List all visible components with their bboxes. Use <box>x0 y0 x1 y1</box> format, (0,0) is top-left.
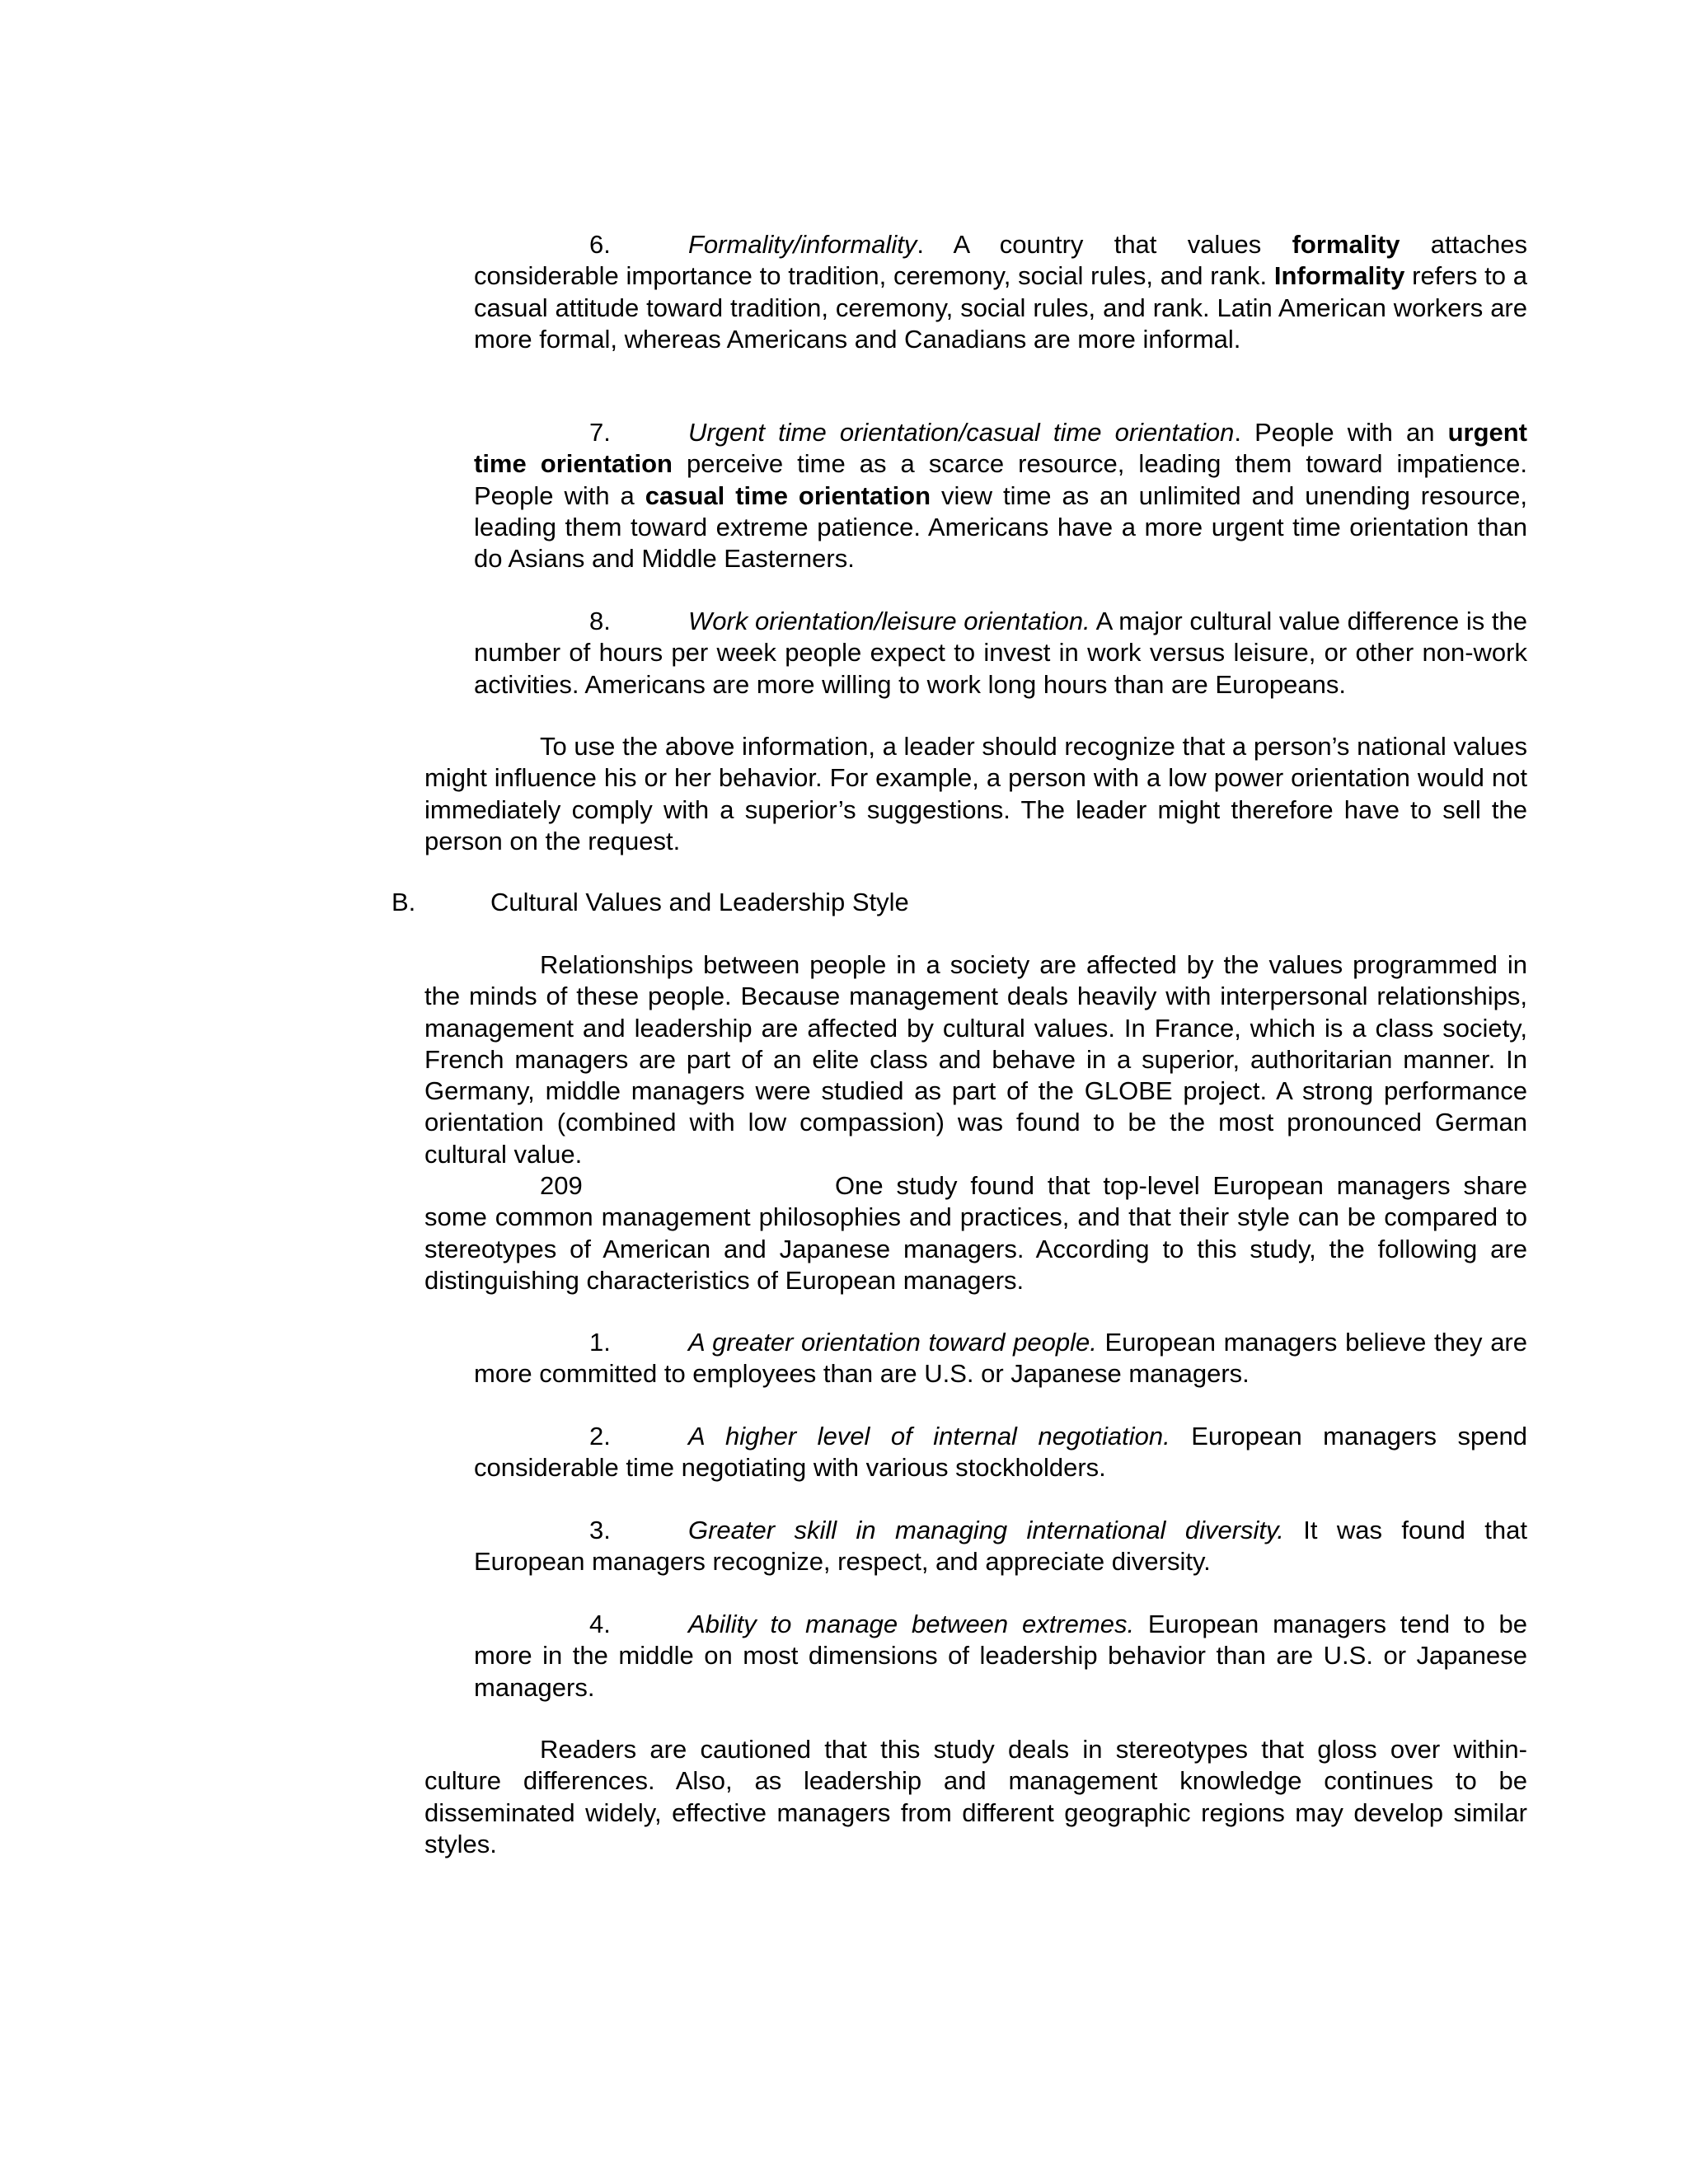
item-term: Urgent time orientation/casual time orientation <box>688 418 1235 447</box>
paragraph-use-information: To use the above information, a leader should recognize that a person’s national values might influence his or her behavior. For example, a person with a low power orientation would not immediately comply with a superior’s suggestions. The leader might therefore have to sell the person on the request. <box>424 732 1527 855</box>
item-term: Greater skill in managing international diversity. <box>688 1516 1284 1544</box>
section-title: Cultural Values and Leadership Style <box>490 888 909 916</box>
list-item-work-orientation: 8. Work orientation/leisure orientation. A major cultural value difference is the number of hours per week people expect to invest in work versus leisure, or other non-work activities. Americans are more willing to work long hours than are Europeans. <box>474 607 1527 699</box>
item-term: Work orientation/leisure orientation. <box>688 607 1090 635</box>
paragraph-relationships: Relationships between people in a society are affected by the values programmed in the minds of these people. Because management deals heavily with interpersonal relationships, management and leadership are affected by cultural values. In France, which is a class society, French managers are part of an elite class and behave in a superior, authoritarian manner. In Germany, middle managers were studied as part of the GLOBE project. A strong performance orientation (combined with low compassion) was found to be the most pronounced German cultural value. <box>424 950 1527 1169</box>
item-term: A higher level of internal negotiation. <box>688 1422 1170 1451</box>
item-number: 6. <box>589 230 611 259</box>
paragraph-readers-cautioned: Readers are cautioned that this study deals in stereotypes that gloss over within-culture differences. Also, as leadership and management knowledge continues to be disseminated widely, effective managers from different geographic regions may develop similar styles. <box>424 1735 1527 1858</box>
section-letter: B. <box>392 888 416 916</box>
list-item: 4. Ability to manage between extremes. European managers tend to be more in the middle on most dimensions of leadership behavior than are U.S. or Japanese managers. <box>474 1610 1528 1702</box>
list-item: 2. A higher level of internal negotiation. European managers spend considerable time negotiating with various stockholders. <box>474 1422 1527 1483</box>
list-item: 3. Greater skill in managing international diversity. It was found that European managers recognize, respect, and appreciate diversity. <box>474 1516 1527 1577</box>
item-term: Formality/informality <box>688 230 917 259</box>
item-number: 8. <box>589 607 611 635</box>
page-number: 209 <box>540 1171 583 1200</box>
item-number: 7. <box>589 418 611 447</box>
item-number: 3. <box>589 1516 611 1544</box>
item-number: 1. <box>589 1328 611 1357</box>
item-term: A greater orientation toward people. <box>688 1328 1097 1357</box>
item-number: 4. <box>589 1610 611 1638</box>
list-item: 1. A greater orientation toward people. European managers believe they are more committed to employees than are U.S. or Japanese managers. <box>474 1328 1527 1389</box>
bold-term: Informality <box>1273 261 1405 291</box>
bold-term: casual time orientation <box>645 480 931 510</box>
list-item-time-orientation: 7. Urgent time orientation/casual time orientation. People with an urgent time orientation perceive time as a scarce resource, leading them toward impatience. People with a casual time orientation view time as an unlimited and unending resource, leading them toward extreme patience. Americans have a more urgent time orientation than do Asians and Middle Easterners. <box>474 418 1528 574</box>
list-item-formality: 6. Formality/informality. A country that values formality attaches considerable importance to tradition, ceremony, social rules, and rank. Informality refers to a casual attitude toward tradition, ceremony, social rules, and rank. Latin American workers are more formal, whereas Americans and Canadians are more informal. <box>474 230 1527 354</box>
paragraph-study: 209 One study found that top-level European managers share some common management philosophies and practices, and that their style can be compared to stereotypes of American and Japanese managers. According to this study, the following are distinguishing characteristics of European managers. <box>424 1171 1527 1295</box>
bold-term: formality <box>1292 230 1400 259</box>
item-number: 2. <box>589 1422 611 1451</box>
item-term: Ability to manage between extremes. <box>688 1610 1135 1638</box>
section-heading <box>392 887 909 918</box>
bold-term: urgent time orientation <box>474 418 1527 479</box>
